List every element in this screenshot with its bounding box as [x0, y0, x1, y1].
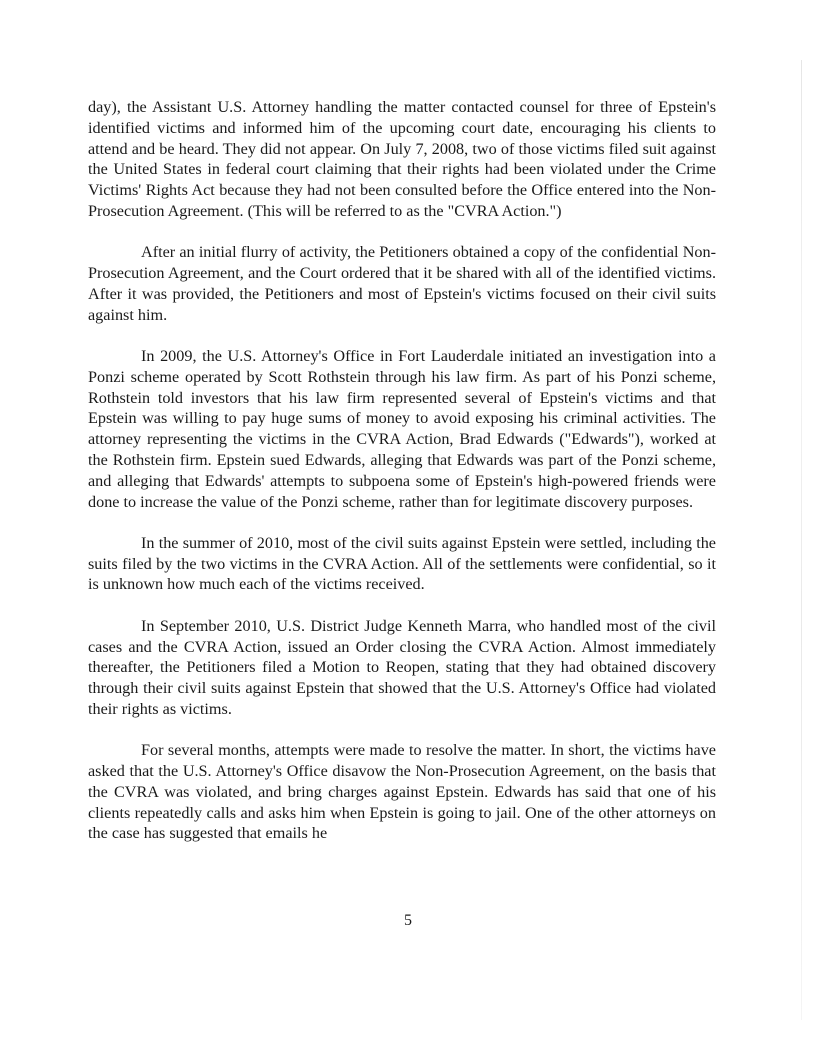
paragraph-settlements: In the summer of 2010, most of the civil suits against Epstein were settled, including the suits filed by the two victims in the CVRA Action. All of the settlements were confidential, so it is unknown how much each of the victims received.	[88, 533, 716, 594]
paragraph-continuation: day), the Assistant U.S. Attorney handling the matter contacted counsel for three of Epstein's identified victims and informed him of the upcoming court date, encouraging his clients to attend and be heard. They did not appear. On July 7, 2008, two of those victims filed suit against the United States in federal court claiming that their rights had been violated under the Crime Victims' Rights Act because they had not been consulted before the Office entered into the Non-Prosecution Agreement. (This will be referred to as the "CVRA Action.")	[88, 98, 716, 220]
page-number: 5	[404, 912, 412, 929]
paragraph-ponzi-scheme: In 2009, the U.S. Attorney's Office in Fort Lauderdale initiated an investigation into a Ponzi scheme operated by Scott Rothstein through his law firm. As part of his Ponzi scheme, Rothstein told investors that his law firm represented several of Epstein's victims and that Epstein was willing to pay huge sums of money to avoid exposing his criminal activities. The attorney representing the victims in the CVRA Action, Brad Edwards ("Edwards"), worked at the Rothstein firm. Epstein sued Edwards, alleging that Edwards was part of the Ponzi scheme, and alleging that Edwards' attempts to subpoena some of Epstein's high-powered friends were done to increase the value of the Ponzi scheme, rather than for legitimate discovery purposes.	[88, 346, 716, 511]
paragraph-motion-to-reopen: In September 2010, U.S. District Judge Kenneth Marra, who handled most of the civil cases and the CVRA Action, issued an Order closing the CVRA Action. Almost immediately thereafter, the Petitioners filed a Motion to Reopen, stating that they had obtained discovery through their civil suits against Epstein that showed that the U.S. Attorney's Office had violated their rights as victims.	[88, 616, 716, 718]
scan-edge-artifact	[801, 60, 802, 1020]
body-text	[88, 97, 716, 865]
paragraph-resolution-attempts: For several months, attempts were made to resolve the matter. In short, the victims have asked that the U.S. Attorney's Office disavow the Non-Prosecution Agreement, on the basis that the CVRA was violated, and bring charges against Epstein. Edwards has said that one of his clients repeatedly calls and asks him when Epstein is going to jail. One of the other attorneys on the case has suggested that emails he	[88, 741, 716, 843]
paragraph-npa-copy: After an initial flurry of activity, the Petitioners obtained a copy of the confidential Non-Prosecution Agreement, and the Court ordered that it be shared with all of the identified victims. After it was provided, the Petitioners and most of Epstein's victims focused on their civil suits against him.	[88, 243, 716, 324]
